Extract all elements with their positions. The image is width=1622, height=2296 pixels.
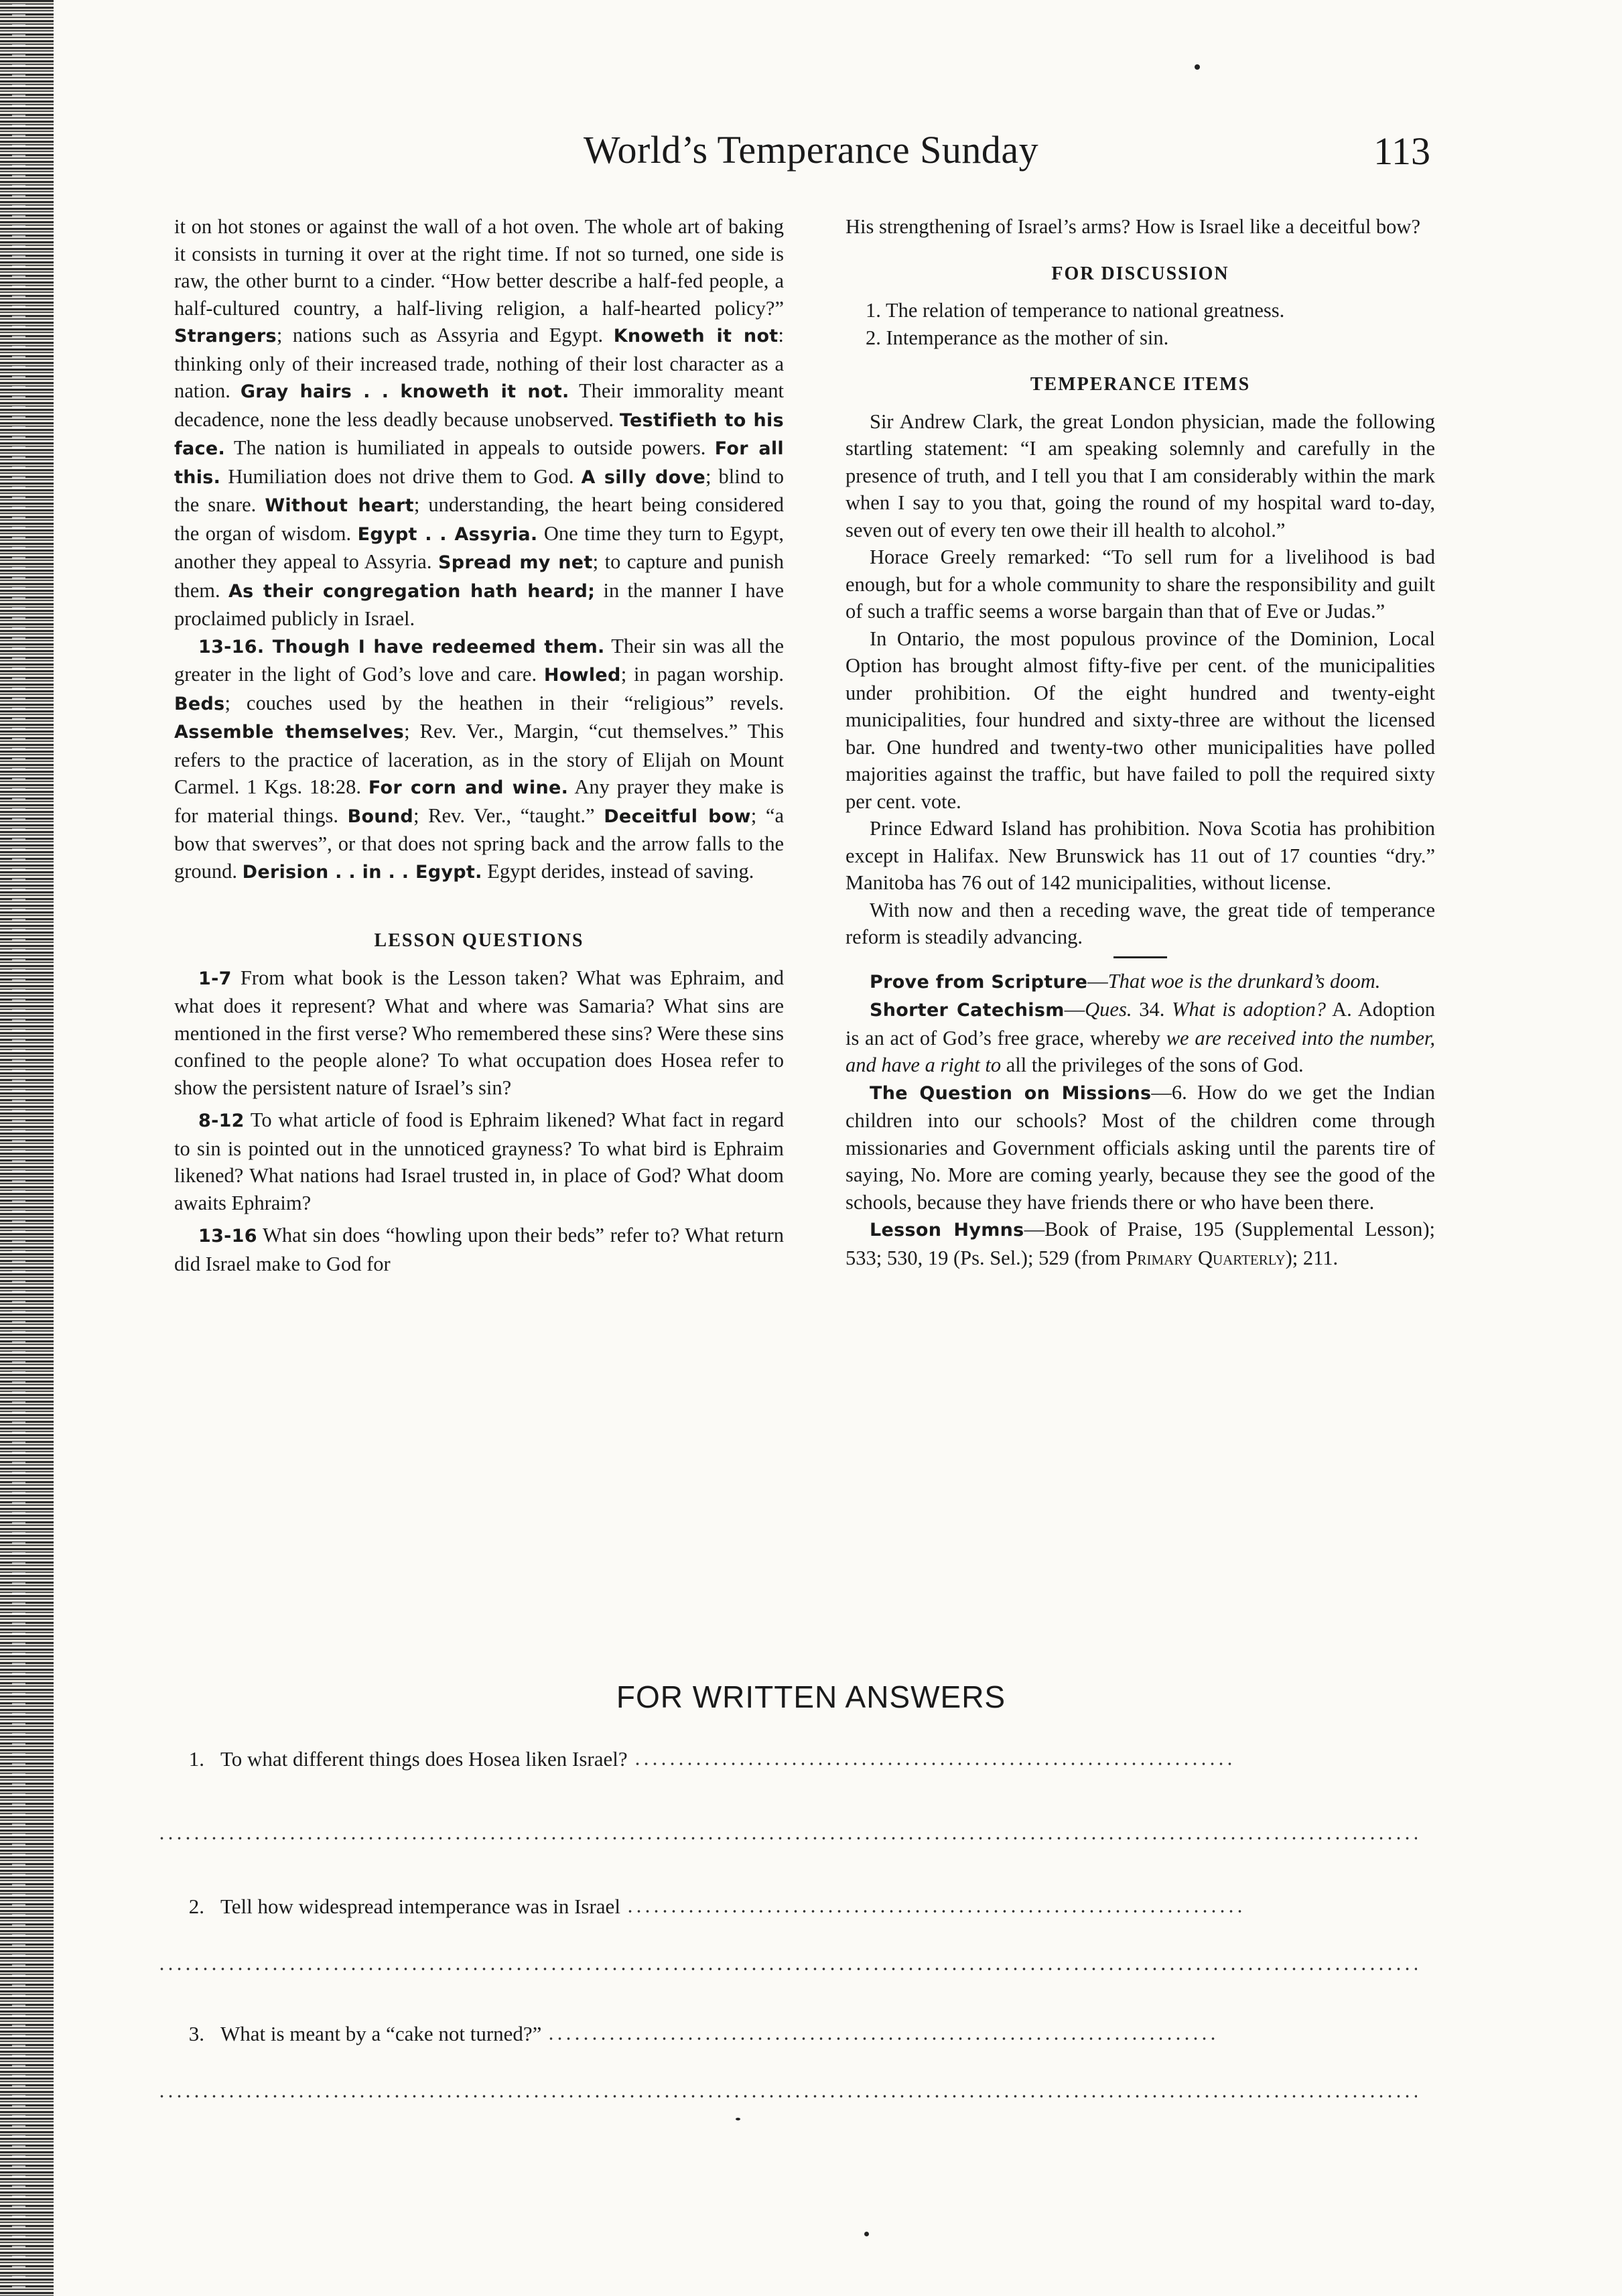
bold-keyword: For corn and wine.: [368, 777, 569, 798]
text-run: Egypt derides, instead of saving.: [482, 859, 754, 883]
for-discussion-heading: FOR DISCUSSION: [1051, 263, 1229, 284]
italic-text: Ques.: [1085, 998, 1132, 1021]
lesson-hymns: [846, 1216, 1435, 1271]
text-run: ; “a bow that swerves”, or that does not spring back and the arrow falls to the ground.: [174, 804, 784, 883]
question-text: To what different things does Hosea liken Israel?: [220, 1747, 628, 1771]
answer-leader-dots: [547, 2037, 1217, 2041]
text-run: —6. How do we get the Indian children into our schools? Most of the children come through missionaries and Government officials asking until the parents tire of saying, No. More are coming yearly, because they see the good of the schools, because they have friends there or who have been there.: [846, 1080, 1435, 1214]
bold-keyword: 1-7: [198, 968, 232, 989]
bold-keyword: Prove from Scripture: [870, 971, 1088, 993]
bold-keyword: 8-12: [198, 1110, 245, 1131]
ink-speck: [864, 2232, 869, 2236]
bold-keyword: Howled: [543, 665, 621, 686]
discussion-item: 2. Intemperance as the mother of sin.: [866, 326, 1169, 349]
commentary-paragraph: [174, 633, 784, 887]
text-run: ; couches used by the heathen in their “religious” revels.: [224, 691, 784, 714]
written-answers-heading: FOR WRITTEN ANSWERS: [616, 1679, 1006, 1714]
commentary-paragraph: [174, 213, 784, 633]
text-run: What sin does “howling upon their beds” refer to? What return did Israel make to God for: [174, 1224, 784, 1275]
bold-keyword: Beds: [174, 693, 225, 714]
prove-from-scripture: [846, 968, 1435, 997]
left-column: [174, 213, 784, 1277]
bold-keyword: Without heart: [265, 495, 414, 516]
written-answer-question: [164, 1893, 1424, 1920]
lesson-question-block: [174, 964, 784, 1102]
text-run: With now and then a receding wave, the great tide of temperance reform is steadily advancing.: [846, 898, 1435, 948]
text-run: Prince Edward Island has prohibition. Nova Scotia has prohibition except in Halifax. New Brunswick has 11 out of 17 counties “dry.” Manitoba has 76 out of 142 municipalities, without license.: [846, 817, 1435, 894]
temperance-item: [846, 815, 1435, 897]
text-run: A. Adoption is an act of God’s free grace, whereby: [846, 998, 1436, 1049]
question-number: 2.: [188, 1895, 204, 1918]
question-text: What is meant by a “cake not turned?”: [220, 2022, 542, 2045]
text-run: ; in pagan worship.: [620, 663, 784, 686]
text-run: One time they turn to Egypt, another they appeal to Assyria.: [174, 521, 785, 573]
italic-text: we are received into the number, and have a right to: [846, 1026, 1435, 1076]
text-run: ; Rev. Ver., Margin, “cut themselves.” This refers to the practice of laceration, as in the story of Elijah on Mount Carmel. 1 Kgs. 18:28.: [174, 720, 784, 798]
written-answer-question: [164, 1746, 1424, 1773]
text-run: The nation is humiliated in appeals to outside powers.: [225, 436, 715, 459]
temperance-items-heading: TEMPERANCE ITEMS: [1030, 374, 1251, 395]
lesson-question-block: [174, 1106, 784, 1216]
answer-leader-dots: [626, 1909, 1242, 1913]
book-binding-edge: [0, 0, 54, 2296]
question-on-missions: [846, 1079, 1435, 1216]
text-run: Their immorality meant decadence, none the less deadly because unobserved.: [174, 379, 784, 431]
answer-line: [157, 1836, 1417, 1840]
lesson-question-block: [174, 1222, 784, 1277]
bold-keyword: Strangers: [174, 326, 277, 346]
bold-keyword: A silly dove: [581, 466, 705, 488]
text-run: ; understanding, the heart being considered the organ of wisdom.: [174, 493, 784, 545]
text-run: in the manner I have proclaimed publicly in Israel.: [174, 578, 784, 630]
text-run: ; nations such as Assyria and Egypt.: [276, 324, 614, 346]
text-run: Sir Andrew Clark, the great London physician, made the following startling statement: “I am speaking solemnly and carefully in the presence of truth, and I tell you that I am considerably within the mark when I say to you that, going the round of my hospital ward to-day, seven out of every ten owe their ill health to alcohol.”: [846, 409, 1435, 541]
text-run: all the privileges of the sons of God.: [1001, 1054, 1304, 1076]
bold-keyword: Knoweth it not: [613, 326, 779, 346]
bold-keyword: Lesson Hymns: [870, 1220, 1024, 1240]
ink-speck: [736, 2118, 740, 2120]
bold-keyword: For all this.: [174, 438, 784, 488]
small-caps-text: Primary Quarterly: [1126, 1246, 1286, 1269]
temperance-item: [846, 544, 1435, 625]
temperance-item: [846, 897, 1435, 951]
right-column: [846, 213, 1435, 1271]
page-number: 113: [1373, 129, 1430, 173]
text-run: —: [1087, 969, 1108, 993]
text-run: : thinking only of their increased trade, nothing of their lost character as a nation.: [174, 324, 784, 402]
text-run: ); 211.: [1285, 1246, 1339, 1269]
text-run: ; to capture and punish them.: [174, 550, 784, 602]
text-run: Humiliation does not drive them to God.: [220, 464, 582, 488]
text-run: Any prayer they make is for material things.: [174, 775, 784, 827]
shorter-catechism: [846, 996, 1435, 1079]
bold-keyword: The Question on Missions: [870, 1082, 1152, 1104]
answer-line: [157, 1967, 1417, 1971]
text-run: —Book of Praise, 195 (Supplemental Lesson); 533; 530, 19 (Ps. Sel.); 529 (from: [846, 1218, 1436, 1269]
bold-keyword: Shorter Catechism: [870, 1000, 1065, 1021]
bold-keyword: Spread my net: [438, 552, 593, 573]
question-number: 1.: [188, 1747, 204, 1771]
italic-text: What is adoption?: [1172, 998, 1326, 1021]
answer-leader-dots: [633, 1762, 1236, 1766]
italic-text: That woe is the drunkard’s doom.: [1107, 969, 1381, 993]
bold-keyword: Testifieth to his face.: [174, 409, 784, 459]
temperance-item: [846, 408, 1435, 544]
text-run: Horace Greely remarked: “To sell rum for a livelihood is bad enough, but for a whole community to share the responsibility and guilt of such a traffic seems a worse bargain than that of Eve or Judas.”: [846, 546, 1435, 623]
text-run: —: [1064, 998, 1085, 1021]
lesson-questions-heading: LESSON QUESTIONS: [374, 930, 584, 951]
running-title: World’s Temperance Sunday: [583, 128, 1039, 172]
lesson-question-continued: [846, 213, 1435, 241]
question-text: Tell how widespread intemperance was in Israel: [220, 1895, 620, 1918]
bold-keyword: Deceitful bow: [604, 806, 751, 827]
written-answer-question: [164, 2021, 1424, 2047]
bold-keyword: Gray hairs . . knoweth it not.: [240, 381, 569, 402]
bold-keyword: Assemble themselves: [174, 722, 405, 743]
text-run: 34.: [1132, 998, 1172, 1021]
text-run: Their sin was all the greater in the light of God’s love and care.: [174, 634, 784, 686]
temperance-item: [846, 625, 1435, 816]
text-run: ; blind to the snare.: [174, 464, 784, 516]
question-number: 3.: [188, 2022, 204, 2045]
bold-keyword: Egypt . . Assyria.: [357, 523, 538, 545]
text-run: it on hot stones or against the wall of a hot oven. The whole art of baking it consists in turning it over at the right time. If not so turned, one side is raw, the other burnt to a cinder. “How better describe a half-fed people, a half-cultured country, a half-living religion, a half-hearted policy?”: [174, 215, 784, 320]
section-divider: [1113, 956, 1167, 958]
bold-keyword: Bound: [347, 806, 414, 827]
discussion-item: 1. The relation of temperance to national greatness.: [866, 299, 1285, 322]
bold-keyword: 13-16. Though I have redeemed them.: [198, 636, 605, 657]
text-run: To what article of food is Ephraim likened? What fact in regard to sin is pointed out in the unnoticed grayness? To what bird is Ephraim likened? What nations had Israel trusted in, in place of God? What doom awaits Ephraim?: [174, 1108, 784, 1214]
answer-line: [157, 2094, 1417, 2098]
text-run: From what book is the Lesson taken? What was Ephraim, and what does it represent? What and where was Samaria? What sins are mentioned in the first verse? Who remembered these sins? Were these sins confined to the people alone? To what occupation does Hosea refer to show the persistent nature of Israel’s sin?: [174, 966, 784, 1099]
text-run: In Ontario, the most populous province of the Dominion, Local Option has brought almost fifty-five per cent. of the municipalities under prohibition. Of the eight hundred and twenty-eight municipalities, four hundred and sixty-three are without the licensed bar. One hundred and twenty-two other municipalities have polled majorities against the traffic, but have failed to poll the required sixty per cent. vote.: [846, 627, 1435, 813]
text-run: ; Rev. Ver., “taught.”: [413, 804, 604, 827]
bold-keyword: Derision . . in . . Egypt.: [242, 861, 482, 883]
text-run: His strengthening of Israel’s arms? How is Israel like a deceitful bow?: [846, 215, 1420, 238]
bold-keyword: As their congregation hath heard;: [228, 580, 596, 602]
bold-keyword: 13-16: [198, 1226, 257, 1247]
ink-speck: [1195, 64, 1200, 70]
